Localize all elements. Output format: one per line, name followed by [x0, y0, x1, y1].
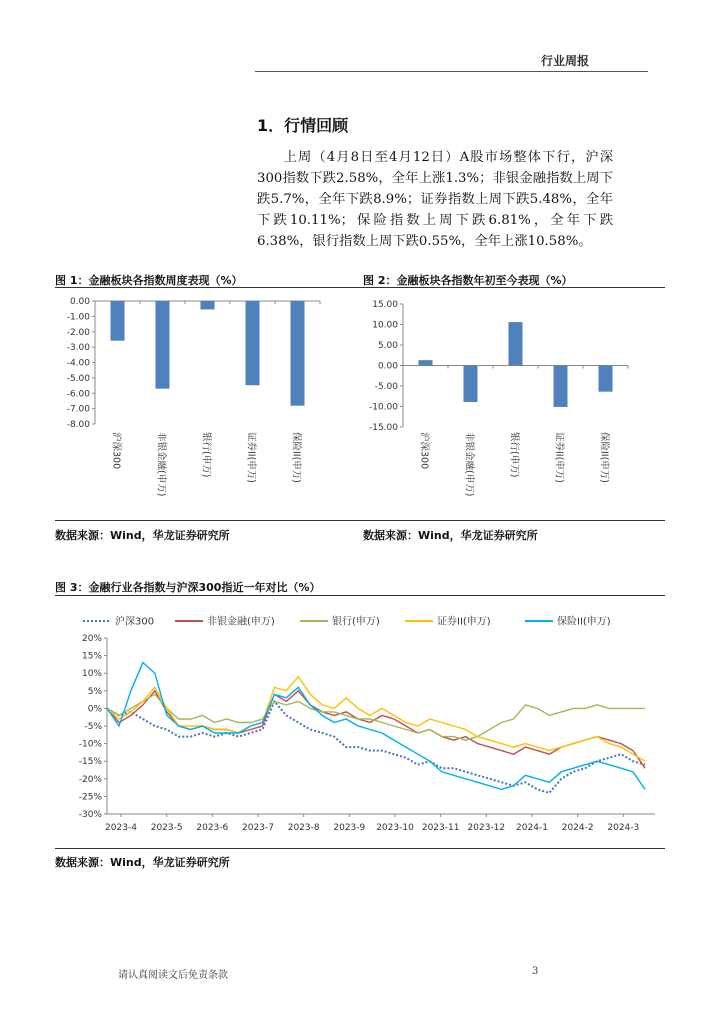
y-tick-label: -1.00: [66, 312, 90, 323]
x-tick-label: 2023-6: [196, 823, 229, 833]
figure-3-bottom-rule: [55, 848, 665, 849]
bar: [291, 301, 305, 406]
figure-3-top-rule: [55, 595, 665, 596]
bar: [599, 366, 613, 392]
y-tick-label: 5.00: [377, 341, 398, 351]
page-number: 3: [532, 966, 539, 977]
x-category-label: 沪深300: [110, 432, 122, 470]
y-tick-label: 0%: [87, 704, 102, 715]
y-tick-label: -3.00: [66, 343, 90, 354]
weekly-performance-bar-chart: [55, 290, 355, 515]
figure-1-source: 数据来源：Wind，华龙证券研究所: [55, 529, 230, 542]
legend-label: 保险II(申万): [557, 616, 611, 628]
x-tick-label: 2023-7: [242, 823, 274, 833]
bar: [156, 301, 170, 389]
series-line: [107, 691, 645, 768]
legend-label: 银行(申万): [332, 616, 380, 628]
x-tick-label: 2023-4: [105, 823, 137, 833]
bar: [464, 366, 478, 402]
bar: [246, 301, 260, 385]
legend-label: 证券II(申万): [437, 616, 491, 628]
figure-2-source: 数据来源：Wind，华龙证券研究所: [363, 529, 538, 542]
y-tick-label: -5.00: [66, 373, 90, 384]
x-tick-label: 2023-11: [421, 823, 460, 833]
y-tick-label: -4.00: [66, 358, 90, 369]
y-tick-label: 0.00: [377, 361, 398, 372]
x-category-label: 银行(申万): [508, 432, 520, 478]
x-tick-label: 2023-5: [150, 823, 183, 833]
x-category-label: 保险II(申万): [290, 432, 302, 484]
x-tick-label: 2024-1: [516, 823, 548, 833]
y-tick-label: -30%: [78, 810, 102, 820]
figure-bottom-rule: [55, 520, 665, 521]
x-category-label: 证券II(申万): [553, 432, 565, 484]
bar: [554, 366, 568, 407]
y-tick-label: 15%: [81, 651, 102, 662]
figure-top-rule: [55, 287, 665, 288]
y-tick-label: -6.00: [66, 389, 90, 400]
legend-label: 沪深300: [115, 616, 155, 628]
y-tick-label: -15%: [78, 757, 102, 768]
x-tick-label: 2024-2: [561, 823, 594, 833]
y-tick-label: -15.00: [368, 423, 398, 433]
report-type-header: 行业周报: [540, 54, 589, 68]
x-tick-label: 2023-8: [287, 823, 320, 833]
x-category-label: 保险II(申万): [598, 432, 610, 484]
y-tick-label: -5.00: [374, 382, 398, 392]
y-tick-label: 20%: [81, 634, 102, 644]
x-tick-label: 2024-3: [607, 823, 640, 833]
x-category-label: 非银金融(申万): [155, 432, 167, 497]
bar: [201, 301, 215, 309]
y-tick-label: 5%: [87, 686, 102, 697]
x-tick-label: 2023-12: [467, 823, 506, 833]
figure-2-caption: 图 2：金融板块各指数年初至今表现（%）: [363, 274, 573, 287]
x-category-label: 非银金融(申万): [463, 432, 475, 497]
x-tick-label: 2023-9: [333, 823, 366, 833]
y-tick-label: -10%: [78, 739, 102, 750]
y-tick-label: 0.00: [69, 297, 90, 307]
bar: [419, 360, 433, 365]
y-tick-label: -7.00: [66, 404, 90, 415]
series-line: [107, 694, 645, 740]
bar: [111, 301, 125, 341]
market-review-paragraph: 上周（4月8日至4月12日）A股市场整体下行，沪深300指数下跌2.58%，全年上涨1.3%；非银金融指数上周下跌5.7%，全年下跌8.9%；证券指数上周下跌5.48%，全年下跌10.11%；保险指数上周下跌6.81%，全年下跌6.38%，银行指数上周下跌0.55%，全年上涨10.58%。: [257, 150, 613, 249]
y-tick-label: -10.00: [368, 402, 398, 413]
section-heading: 1．行情回顾: [257, 116, 349, 135]
figure-1-caption: 图 1：金融板块各指数周度表现（%）: [55, 274, 243, 287]
figure-3-source: 数据来源：Wind，华龙证券研究所: [55, 856, 230, 869]
one-year-comparison-line-chart: [55, 598, 665, 846]
legend-label: 非银金融(申万): [207, 616, 275, 628]
ytd-performance-bar-chart: [363, 290, 663, 515]
x-category-label: 证券II(申万): [245, 432, 257, 484]
y-tick-label: 10.00: [372, 320, 398, 331]
y-tick-label: -8.00: [66, 420, 90, 430]
x-category-label: 沪深300: [418, 432, 430, 470]
x-tick-label: 2023-10: [376, 823, 414, 833]
series-line: [107, 701, 645, 793]
figure-3-caption: 图 3：金融行业各指数与沪深300指近一年对比（%）: [55, 581, 321, 594]
bar: [509, 322, 523, 365]
y-tick-label: 15.00: [372, 300, 398, 310]
y-tick-label: -2.00: [66, 327, 90, 338]
header-divider: [255, 71, 648, 72]
disclaimer-note: 请认真阅读文后免责条款: [118, 970, 228, 981]
y-tick-label: -20%: [78, 774, 102, 785]
y-tick-label: 10%: [81, 669, 102, 680]
y-tick-label: -25%: [78, 792, 102, 803]
y-tick-label: -5%: [84, 722, 102, 732]
x-category-label: 银行(申万): [200, 432, 212, 478]
